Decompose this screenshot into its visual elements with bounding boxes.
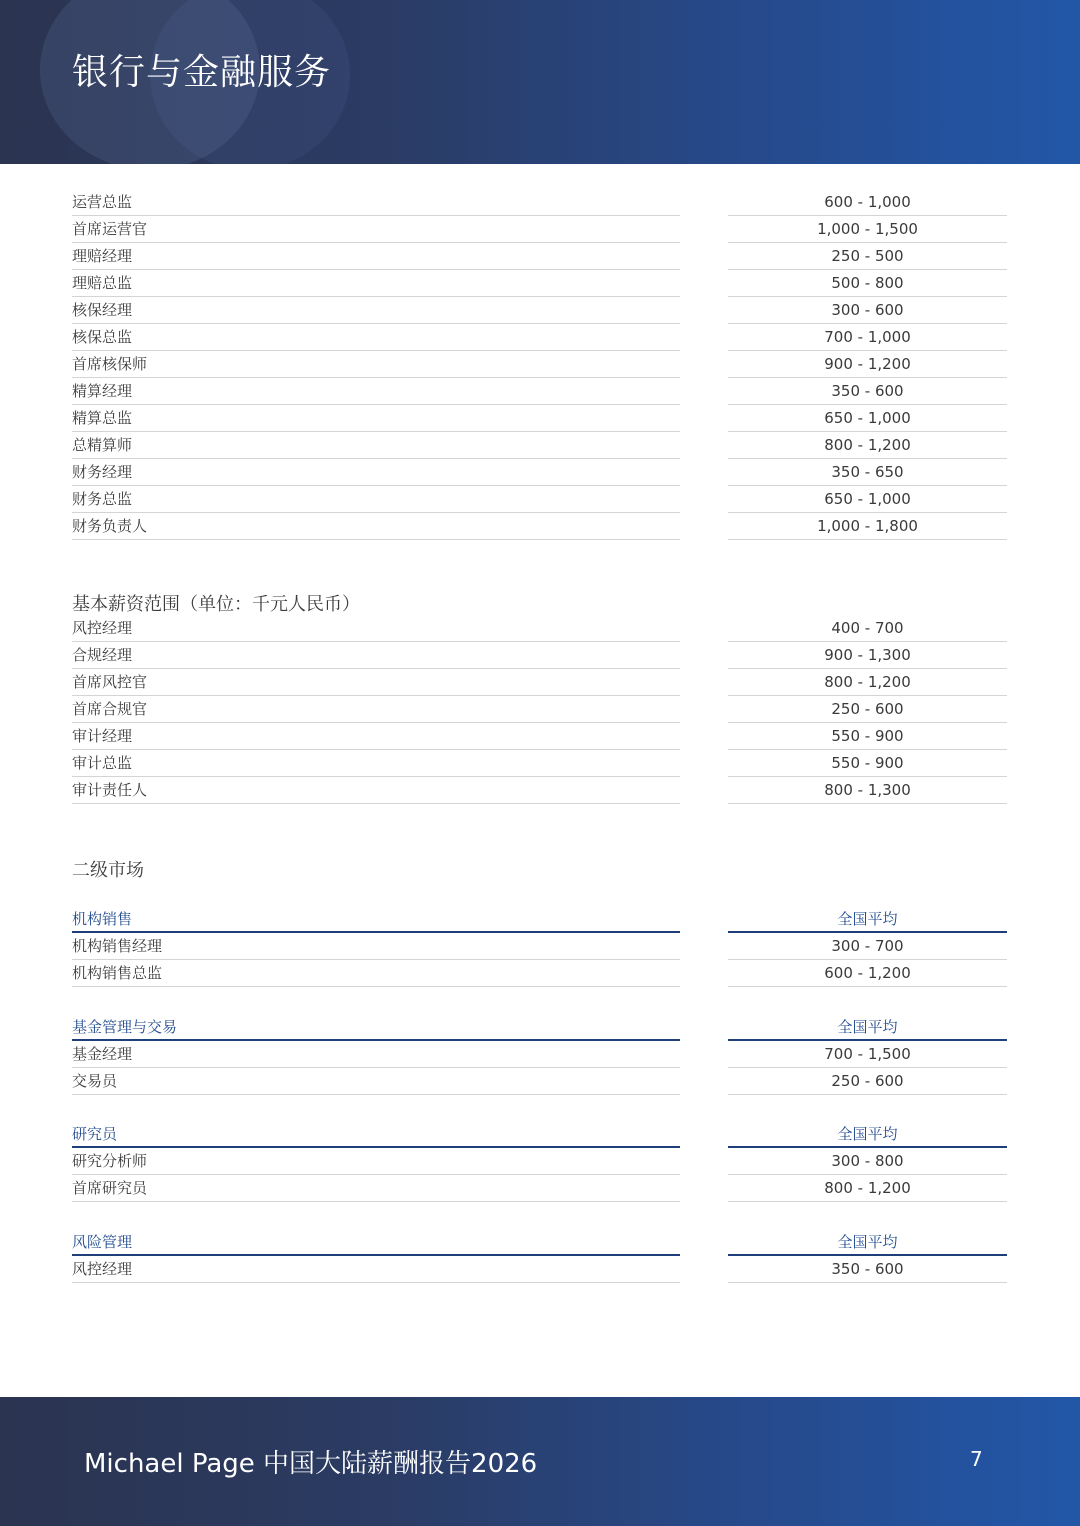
- salary-range: 700 - 1,000: [728, 324, 1007, 351]
- job-title: 精算经理: [72, 378, 680, 405]
- job-title: 核保经理: [72, 297, 680, 324]
- salary-range: 350 - 600: [728, 378, 1007, 405]
- salary-range: 500 - 800: [728, 270, 1007, 297]
- salary-range: 800 - 1,200: [728, 432, 1007, 459]
- table-header: [72, 1014, 1007, 1041]
- page-footer: [0, 1397, 1080, 1526]
- table-row: [72, 459, 1007, 486]
- table-row: [72, 513, 1007, 540]
- job-title: 总精算师: [72, 432, 680, 459]
- job-title: 基金经理: [72, 1041, 680, 1068]
- job-title: 首席研究员: [72, 1175, 680, 1202]
- table-row: [72, 405, 1007, 432]
- job-title: 理赔总监: [72, 270, 680, 297]
- salary-range: 1,000 - 1,800: [728, 513, 1007, 540]
- job-title: 首席核保师: [72, 351, 680, 378]
- table-row: [72, 642, 1007, 669]
- table-row: [72, 297, 1007, 324]
- salary-range: 400 - 700: [728, 615, 1007, 642]
- page-header: [0, 0, 1080, 164]
- table-row: [72, 933, 1007, 960]
- salary-range: 300 - 800: [728, 1148, 1007, 1175]
- job-title: 审计总监: [72, 750, 680, 777]
- page-title: 银行与金融服务: [72, 52, 332, 93]
- job-title: 审计经理: [72, 723, 680, 750]
- group-header: 风险管理: [72, 1229, 680, 1256]
- table-row: [72, 1148, 1007, 1175]
- job-title: 首席合规官: [72, 696, 680, 723]
- table-row: [72, 1041, 1007, 1068]
- salary-range: 1,000 - 1,500: [728, 216, 1007, 243]
- table-row: [72, 324, 1007, 351]
- footer-report-title: Michael Page 中国大陆薪酬报告2026: [84, 1449, 538, 1479]
- table-row: [72, 378, 1007, 405]
- salary-range: 900 - 1,200: [728, 351, 1007, 378]
- group-header: 机构销售: [72, 906, 680, 933]
- group-header: 研究员: [72, 1121, 680, 1148]
- table-row: [72, 270, 1007, 297]
- table-row: [72, 669, 1007, 696]
- salary-range: 350 - 600: [728, 1256, 1007, 1283]
- salary-range: 800 - 1,200: [728, 1175, 1007, 1202]
- salary-range: 800 - 1,300: [728, 777, 1007, 804]
- salary-range: 600 - 1,200: [728, 960, 1007, 987]
- table-row: [72, 1175, 1007, 1202]
- table-row: [72, 723, 1007, 750]
- table-row: [72, 1256, 1007, 1283]
- job-title: 机构销售经理: [72, 933, 680, 960]
- group-header: 基金管理与交易: [72, 1014, 680, 1041]
- table-row: [72, 696, 1007, 723]
- section-title-secondary-market: 二级市场: [72, 860, 144, 881]
- table-row: [72, 216, 1007, 243]
- table-row: [72, 432, 1007, 459]
- salary-range: 350 - 650: [728, 459, 1007, 486]
- table-row: [72, 351, 1007, 378]
- column-header: 全国平均: [728, 1014, 1007, 1041]
- job-title: 审计责任人: [72, 777, 680, 804]
- salary-range: 650 - 1,000: [728, 405, 1007, 432]
- job-title: 首席运营官: [72, 216, 680, 243]
- table-row: [72, 777, 1007, 804]
- salary-range: 650 - 1,000: [728, 486, 1007, 513]
- column-header: 全国平均: [728, 1121, 1007, 1148]
- salary-range: 800 - 1,200: [728, 669, 1007, 696]
- table-row: [72, 486, 1007, 513]
- job-title: 风控经理: [72, 1256, 680, 1283]
- salary-range: 300 - 700: [728, 933, 1007, 960]
- salary-range: 250 - 600: [728, 1068, 1007, 1095]
- section-title-base-salary: 基本薪资范围（单位：千元人民币）: [72, 594, 360, 615]
- page-number: 7: [970, 1447, 983, 1471]
- table-row: [72, 1068, 1007, 1095]
- salary-range: 900 - 1,300: [728, 642, 1007, 669]
- salary-range: 550 - 900: [728, 750, 1007, 777]
- column-header: 全国平均: [728, 906, 1007, 933]
- table-row: [72, 615, 1007, 642]
- job-title: 核保总监: [72, 324, 680, 351]
- table-row: [72, 189, 1007, 216]
- job-title: 合规经理: [72, 642, 680, 669]
- job-title: 财务经理: [72, 459, 680, 486]
- job-title: 财务总监: [72, 486, 680, 513]
- job-title: 研究分析师: [72, 1148, 680, 1175]
- table-row: [72, 960, 1007, 987]
- table-header: [72, 1121, 1007, 1148]
- job-title: 风控经理: [72, 615, 680, 642]
- job-title: 理赔经理: [72, 243, 680, 270]
- table-row: [72, 750, 1007, 777]
- table-header: [72, 1229, 1007, 1256]
- job-title: 精算总监: [72, 405, 680, 432]
- salary-range: 300 - 600: [728, 297, 1007, 324]
- job-title: 机构销售总监: [72, 960, 680, 987]
- salary-range: 250 - 600: [728, 696, 1007, 723]
- salary-range: 250 - 500: [728, 243, 1007, 270]
- job-title: 首席风控官: [72, 669, 680, 696]
- salary-range: 600 - 1,000: [728, 189, 1007, 216]
- salary-range: 700 - 1,500: [728, 1041, 1007, 1068]
- salary-range: 550 - 900: [728, 723, 1007, 750]
- column-header: 全国平均: [728, 1229, 1007, 1256]
- job-title: 运营总监: [72, 189, 680, 216]
- table-row: [72, 243, 1007, 270]
- job-title: 交易员: [72, 1068, 680, 1095]
- job-title: 财务负责人: [72, 513, 680, 540]
- table-header: [72, 906, 1007, 933]
